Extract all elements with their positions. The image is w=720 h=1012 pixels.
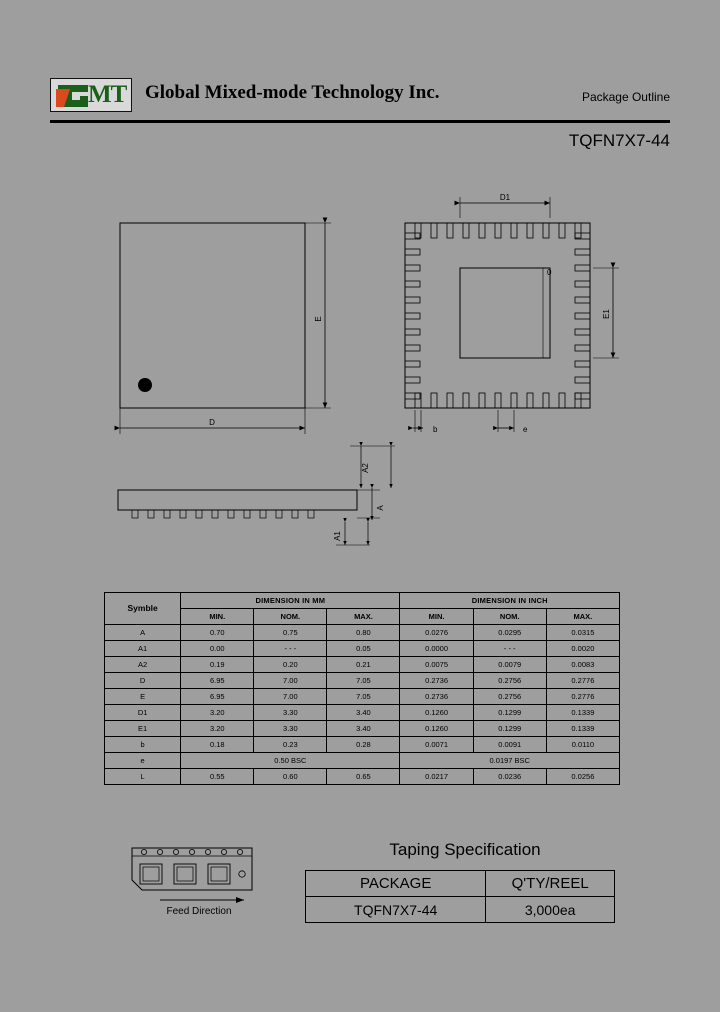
table-header-symbol: Symble [105, 593, 181, 625]
cell-mm-max: 3.40 [327, 705, 400, 721]
cell-mm-max: 0.05 [327, 641, 400, 657]
label-b: b [433, 425, 438, 434]
table-row [105, 625, 620, 641]
cell-inch-max: 0.0110 [546, 737, 619, 753]
cell-symbol: A [105, 625, 181, 641]
leads-top [415, 223, 581, 238]
table-row [105, 705, 620, 721]
cell-mm-min: 3.20 [181, 721, 254, 737]
cell-inch-max: 0.0083 [546, 657, 619, 673]
table-row [105, 721, 620, 737]
label-e: e [523, 425, 528, 434]
cell-inch-span: 0.0197 BSC [400, 753, 620, 769]
cell-mm-nom: 3.30 [254, 721, 327, 737]
company-name: Global Mixed-mode Technology Inc. [145, 82, 440, 103]
cell-inch-min: 0.1260 [400, 721, 473, 737]
drawing-canvas [50, 170, 670, 560]
table-header-group-inch: DIMENSION IN INCH [400, 593, 620, 609]
cell-inch-nom: 0.0091 [473, 737, 546, 753]
cell-inch-min: 0.0000 [400, 641, 473, 657]
label-A: A [376, 505, 385, 511]
bottom-view [405, 193, 619, 434]
table-row [105, 641, 620, 657]
cell-inch-max: 0.0315 [546, 625, 619, 641]
cell-symbol: D1 [105, 705, 181, 721]
cell-mm-min: 0.19 [181, 657, 254, 673]
cell-mm-min: 0.18 [181, 737, 254, 753]
table-header-mm-max: MAX. [327, 609, 400, 625]
label-A1: A1 [333, 531, 342, 541]
taping-spec-title: Taping Specification [389, 840, 541, 859]
cell-mm-min: 0.70 [181, 625, 254, 641]
page-title: TQFN7X7-44 [568, 131, 670, 150]
table-row [105, 673, 620, 689]
header-divider [50, 120, 670, 123]
table-header-inch-nom: NOM. [473, 609, 546, 625]
cell-inch-nom: 0.2756 [473, 689, 546, 705]
dimension-table [104, 592, 620, 785]
cell-mm-nom: 7.00 [254, 673, 327, 689]
cell-inch-nom: 0.0236 [473, 769, 546, 785]
cell-mm-nom: 0.20 [254, 657, 327, 673]
table-header-mm-min: MIN. [181, 609, 254, 625]
label-E: E [314, 316, 323, 322]
cell-symbol: E1 [105, 721, 181, 737]
cell-inch-min: 0.2736 [400, 673, 473, 689]
cell-symbol: e [105, 753, 181, 769]
taping-table [305, 870, 615, 923]
cell-mm-max: 0.80 [327, 625, 400, 641]
leads-bottom [415, 393, 581, 408]
table-row [105, 737, 620, 753]
cell-symbol: D [105, 673, 181, 689]
cell-mm-nom: 0.23 [254, 737, 327, 753]
top-view [120, 223, 331, 434]
label-A2: A2 [361, 463, 370, 473]
table-row [105, 769, 620, 785]
cell-inch-nom: 0.2756 [473, 673, 546, 689]
cell-mm-max: 0.28 [327, 737, 400, 753]
table-header-inch-max: MAX. [546, 609, 619, 625]
pin1-dot [138, 378, 152, 392]
label-E1: E1 [602, 309, 611, 319]
cell-inch-min: 0.1260 [400, 705, 473, 721]
cell-inch-max: 0.0256 [546, 769, 619, 785]
cell-mm-min: 0.00 [181, 641, 254, 657]
table-header-mm-nom: NOM. [254, 609, 327, 625]
cell-mm-min: 3.20 [181, 705, 254, 721]
cell-mm-max: 0.21 [327, 657, 400, 673]
cell-inch-nom: 0.0295 [473, 625, 546, 641]
leads-left [405, 233, 420, 399]
side-view [118, 446, 395, 545]
table-row [105, 689, 620, 705]
table-row [306, 897, 615, 923]
cell-inch-max: 0.2776 [546, 689, 619, 705]
feed-direction-label: Feed Direction [166, 906, 232, 917]
cell-mm-min: 0.55 [181, 769, 254, 785]
cell-mm-nom: 0.75 [254, 625, 327, 641]
page-header [50, 78, 670, 122]
cell-inch-max: 0.2776 [546, 673, 619, 689]
company-logo [50, 78, 132, 112]
logo-text: MT [88, 81, 127, 108]
cell-symbol: A1 [105, 641, 181, 657]
table-header-group-mm: DIMENSION IN MM [181, 593, 400, 609]
taping-cell-qty: 3,000ea [486, 897, 615, 923]
cell-mm-nom: 3.30 [254, 705, 327, 721]
cell-mm-nom: 7.00 [254, 689, 327, 705]
cell-symbol: L [105, 769, 181, 785]
cell-inch-nom: 0.1299 [473, 705, 546, 721]
cell-mm-max: 3.40 [327, 721, 400, 737]
cell-inch-max: 0.0020 [546, 641, 619, 657]
logo-g-mark [56, 83, 90, 109]
cell-mm-span: 0.50 BSC [181, 753, 400, 769]
cell-mm-nom: - - - [254, 641, 327, 657]
taping-cell-package: TQFN7X7-44 [306, 897, 486, 923]
table-header-inch-min: MIN. [400, 609, 473, 625]
cell-mm-min: 6.95 [181, 673, 254, 689]
taping-header-qty: Q'TY/REEL [486, 871, 615, 897]
cell-symbol: A2 [105, 657, 181, 673]
cell-inch-min: 0.0071 [400, 737, 473, 753]
side-leads [132, 510, 314, 518]
cell-inch-nom: 0.0079 [473, 657, 546, 673]
label-D: D [209, 418, 215, 427]
pad-mark: 0 [547, 268, 552, 277]
cell-symbol: E [105, 689, 181, 705]
cell-mm-max: 7.05 [327, 673, 400, 689]
package-outline-label: Package Outline [581, 90, 670, 104]
cell-inch-min: 0.2736 [400, 689, 473, 705]
cell-symbol: b [105, 737, 181, 753]
taping-header-package: PACKAGE [306, 871, 486, 897]
cell-inch-min: 0.0075 [400, 657, 473, 673]
table-row [105, 657, 620, 673]
cell-mm-max: 0.65 [327, 769, 400, 785]
cell-inch-min: 0.0217 [400, 769, 473, 785]
cell-mm-min: 6.95 [181, 689, 254, 705]
cell-inch-nom: 0.1299 [473, 721, 546, 737]
cell-inch-nom: - - - [473, 641, 546, 657]
cell-inch-min: 0.0276 [400, 625, 473, 641]
cell-mm-nom: 0.60 [254, 769, 327, 785]
cell-inch-max: 0.1339 [546, 705, 619, 721]
leads-right [575, 233, 590, 399]
table-row [105, 753, 620, 769]
package-drawings [50, 170, 670, 560]
label-D1: D1 [499, 193, 511, 202]
cell-inch-max: 0.1339 [546, 721, 619, 737]
cell-mm-max: 7.05 [327, 689, 400, 705]
